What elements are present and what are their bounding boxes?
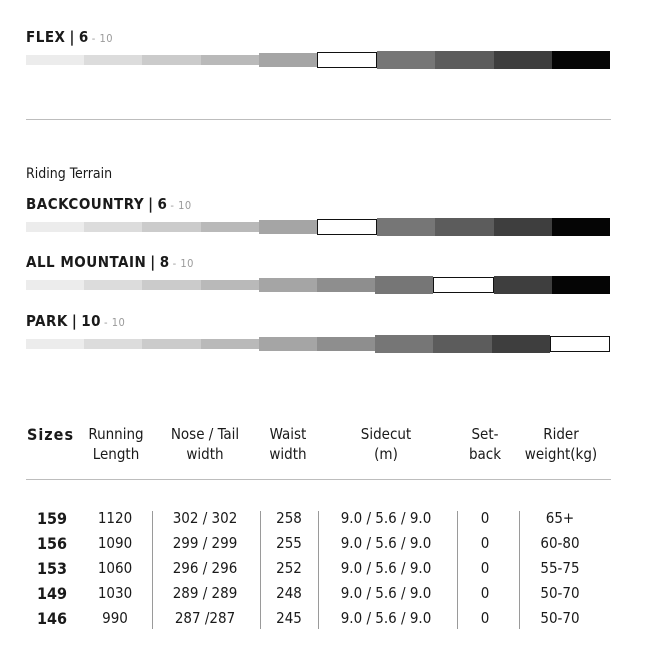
- all-mountain-max: - 10: [172, 257, 194, 270]
- col-header-running-length-line1: Running: [88, 425, 144, 443]
- waist-cell: 252: [276, 559, 302, 577]
- col-header-rider-weight-line1: Rider: [543, 425, 579, 443]
- flex-separator: |: [69, 28, 75, 46]
- col-header-sidecut: [336, 424, 436, 464]
- park-label: [26, 312, 125, 330]
- scale-segment-6: [317, 52, 377, 68]
- table-row: [0, 559, 650, 583]
- rider-weight-cell: 60-80: [540, 534, 580, 552]
- col-header-setback-line1: Set-: [471, 425, 499, 443]
- waist-cell: 248: [276, 584, 302, 602]
- scale-segment-8: [435, 218, 493, 236]
- table-row: [0, 509, 650, 533]
- scale-segment-3: [142, 222, 200, 232]
- size-cell: 146: [37, 609, 68, 628]
- scale-segment-4: [201, 55, 259, 65]
- scale-segment-2: [84, 339, 142, 349]
- scale-segment-9: [494, 276, 552, 294]
- col-header-waist-line1: Waist: [269, 425, 307, 443]
- scale-segment-5: [259, 220, 317, 234]
- rider-weight-cell: 55-75: [540, 559, 580, 577]
- scale-segment-4: [201, 280, 259, 290]
- col-header-setback-line2: back: [468, 445, 502, 463]
- scale-segment-5: [259, 53, 317, 67]
- flex-label: [26, 28, 113, 46]
- all-mountain-value: 8: [159, 253, 170, 271]
- backcountry-max: - 10: [170, 199, 192, 212]
- scale-segment-6: [317, 337, 375, 351]
- nose-tail-cell: 299 / 299: [172, 534, 238, 552]
- setback-cell: 0: [480, 609, 490, 627]
- nose-tail-cell: 287 /287: [174, 609, 236, 627]
- scale-segment-10: [552, 51, 610, 69]
- scale-segment-9: [494, 218, 552, 236]
- col-header-nose-tail-line1: Nose / Tail: [170, 425, 240, 443]
- col-header-waist-line2: width: [269, 445, 307, 463]
- size-cell: 153: [37, 559, 68, 578]
- all-mountain-separator: |: [150, 253, 156, 271]
- scale-segment-1: [26, 280, 84, 290]
- col-header-sidecut-line2: (m): [374, 445, 398, 463]
- col-header-running-length: [82, 424, 150, 464]
- backcountry-label: [26, 195, 192, 213]
- park-separator: |: [71, 312, 78, 330]
- col-header-sidecut-line1: Sidecut: [360, 425, 412, 443]
- sidecut-cell: 9.0 / 5.6 / 9.0: [340, 509, 432, 527]
- scale-segment-7: [377, 218, 435, 236]
- scale-segment-8: [435, 51, 493, 69]
- col-header-sizes: Sizes: [27, 425, 75, 444]
- table-row: [0, 584, 650, 608]
- scale-segment-9: [494, 51, 552, 69]
- flex-rating: [26, 28, 113, 51]
- rider-weight-cell: 50-70: [540, 609, 580, 627]
- park-name: PARK: [26, 312, 68, 330]
- table-row: [0, 609, 650, 633]
- waist-cell: 258: [276, 509, 302, 527]
- scale-segment-10: [552, 276, 610, 294]
- scale-segment-8: [433, 335, 491, 353]
- rider-weight-cell: 65+: [545, 509, 575, 527]
- sidecut-cell: 9.0 / 5.6 / 9.0: [340, 559, 432, 577]
- flex-scale-bar: [26, 51, 610, 69]
- table-row: [0, 534, 650, 558]
- table-header-divider: [26, 479, 611, 480]
- scale-segment-8: [433, 277, 493, 293]
- waist-cell: 245: [276, 609, 302, 627]
- running-length-cell: 1090: [97, 534, 133, 552]
- backcountry-separator: |: [148, 195, 154, 213]
- scale-segment-3: [142, 55, 200, 65]
- rider-weight-cell: 50-70: [540, 584, 580, 602]
- running-length-cell: 990: [102, 609, 128, 627]
- setback-cell: 0: [480, 584, 490, 602]
- park-rating: [26, 312, 125, 335]
- scale-segment-1: [26, 222, 84, 232]
- scale-segment-7: [375, 276, 433, 294]
- scale-segment-1: [26, 55, 84, 65]
- park-value: 10: [81, 312, 102, 330]
- size-cell: 149: [37, 584, 68, 603]
- setback-cell: 0: [480, 534, 490, 552]
- flex-value: 6: [78, 28, 89, 46]
- scale-segment-1: [26, 339, 84, 349]
- scale-segment-9: [492, 335, 550, 353]
- backcountry-rating: [26, 195, 192, 218]
- section-divider: [26, 119, 611, 120]
- backcountry-name: BACKCOUNTRY: [26, 195, 145, 213]
- scale-segment-2: [84, 222, 142, 232]
- scale-segment-3: [142, 280, 200, 290]
- scale-segment-10: [552, 218, 610, 236]
- backcountry-value: 6: [157, 195, 168, 213]
- nose-tail-cell: 289 / 289: [172, 584, 238, 602]
- scale-segment-4: [201, 222, 259, 232]
- flex-name: FLEX: [26, 28, 66, 46]
- scale-segment-10: [550, 336, 610, 352]
- sidecut-cell: 9.0 / 5.6 / 9.0: [340, 609, 432, 627]
- sidecut-cell: 9.0 / 5.6 / 9.0: [340, 534, 432, 552]
- col-header-setback: [458, 424, 512, 464]
- nose-tail-cell: 302 / 302: [172, 509, 238, 527]
- scale-segment-2: [84, 55, 142, 65]
- park-scale-bar: [26, 335, 610, 353]
- scale-segment-2: [84, 280, 142, 290]
- riding-terrain-title: Riding Terrain: [26, 166, 113, 182]
- scale-segment-7: [375, 335, 433, 353]
- col-header-nose-tail-line2: width: [186, 445, 224, 463]
- scale-segment-4: [201, 339, 259, 349]
- park-max: - 10: [104, 316, 126, 329]
- all-mountain-scale-bar: [26, 276, 610, 294]
- col-header-nose-tail: [160, 424, 250, 464]
- running-length-cell: 1120: [97, 509, 133, 527]
- scale-segment-7: [377, 51, 435, 69]
- col-header-running-length-line2: Length: [92, 445, 140, 463]
- all-mountain-name: ALL MOUNTAIN: [26, 253, 147, 271]
- col-header-rider-weight: [516, 424, 606, 464]
- col-header-waist: [258, 424, 318, 464]
- setback-cell: 0: [480, 559, 490, 577]
- setback-cell: 0: [480, 509, 490, 527]
- size-cell: 159: [37, 509, 68, 528]
- size-cell: 156: [37, 534, 68, 553]
- scale-segment-3: [142, 339, 200, 349]
- all-mountain-rating: [26, 253, 194, 276]
- sidecut-cell: 9.0 / 5.6 / 9.0: [340, 584, 432, 602]
- flex-max: - 10: [91, 32, 114, 45]
- waist-cell: 255: [276, 534, 302, 552]
- running-length-cell: 1030: [97, 584, 133, 602]
- col-header-rider-weight-line2: weight(kg): [524, 445, 598, 463]
- nose-tail-cell: 296 / 296: [172, 559, 238, 577]
- running-length-cell: 1060: [97, 559, 133, 577]
- scale-segment-6: [317, 219, 377, 235]
- all-mountain-label: [26, 253, 194, 271]
- scale-segment-6: [317, 278, 375, 292]
- scale-segment-5: [259, 337, 317, 351]
- scale-segment-5: [259, 278, 317, 292]
- backcountry-scale-bar: [26, 218, 610, 236]
